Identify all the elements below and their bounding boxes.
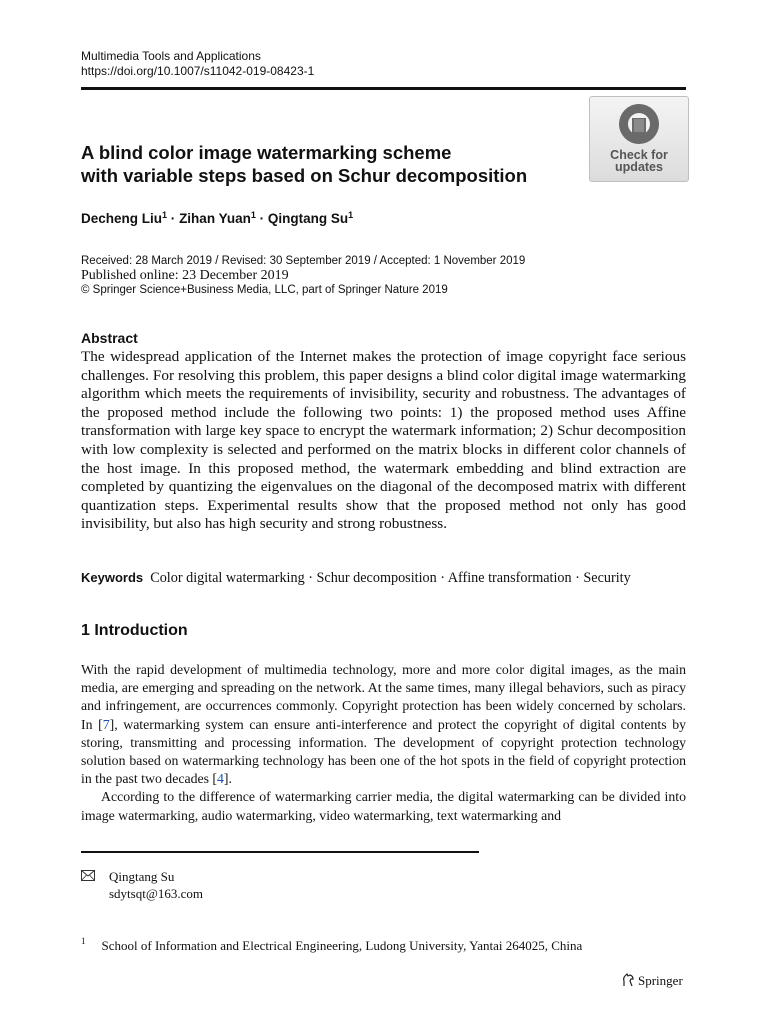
section-heading-introduction: 1 Introduction xyxy=(81,622,188,639)
keyword-separator: · xyxy=(440,570,445,586)
publisher-logo xyxy=(621,972,683,990)
title-line-1: A blind color image watermarking scheme xyxy=(81,142,452,163)
keyword: Affine transformation xyxy=(447,570,572,586)
published-online: Published online: 23 December 2019 xyxy=(81,268,289,283)
copyright-notice: © Springer Science+Business Media, LLC, part of Springer Nature 2019 xyxy=(81,284,448,296)
paper-title xyxy=(81,141,581,187)
citation-link[interactable]: 4 xyxy=(217,771,224,787)
affiliation-number: 1 xyxy=(81,936,86,946)
corresponding-author xyxy=(81,868,203,902)
check-for-updates-badge[interactable] xyxy=(589,96,689,182)
author-list xyxy=(81,210,353,226)
header-rule xyxy=(81,87,686,90)
author-name[interactable]: Decheng Liu xyxy=(81,211,163,226)
publisher-name: Springer xyxy=(638,973,683,988)
affiliation-marker: 1 xyxy=(348,210,354,220)
keywords-label: Keywords xyxy=(81,570,144,585)
affiliation xyxy=(81,932,582,955)
introduction-body xyxy=(81,661,686,825)
title-line-2: with variable steps based on Schur decomposition xyxy=(81,165,528,186)
footnote-rule xyxy=(81,851,479,853)
keyword: Schur decomposition xyxy=(316,570,437,586)
journal-name: Multimedia Tools and Applications xyxy=(81,49,261,63)
abstract-text: The widespread application of the Internet makes the protection of image copyright face serious challenges. For resolving this problem, this paper designs a blind color digital image watermarking algorithm which meets the requirements of invisibility, security and robustness. The advantages of the proposed method include the following two points: 1) the proposed method uses Affine transformation with large key space to encrypt the watermark information; 2) Schur decomposition with low complexity is selected and performed on the matrix blocks in different color channels of the host image. In this proposed method, the watermark embedding and blind extraction are completed by quantizing the eigenvalues on the diagonal of the decomposed matrix with different quantization steps. Experimental results show that the proposed method not only has good invisibility, but also has high security and strong robustness. xyxy=(81,348,686,533)
springer-horse-icon xyxy=(621,973,635,987)
badge-label: Check for updates xyxy=(610,148,668,174)
envelope-icon xyxy=(81,870,95,881)
citation-link[interactable]: 7 xyxy=(102,716,110,732)
affiliation-marker: 1 xyxy=(250,210,256,220)
keyword-separator: · xyxy=(308,570,313,586)
keyword: Security xyxy=(583,570,631,586)
paragraph: According to the difference of watermarking carrier media, the digital watermarking can be divided into image watermarking, audio watermarking, video watermarking, text watermarking and xyxy=(81,789,686,823)
publication-dates: Received: 28 March 2019 / Revised: 30 September 2019 / Accepted: 1 November 2019 xyxy=(81,255,526,267)
keyword: Color digital watermarking xyxy=(150,570,305,586)
abstract-heading: Abstract xyxy=(81,330,138,346)
author-separator: · xyxy=(259,211,265,226)
paragraph: With the rapid development of multimedia technology, more and more color digital images, as the main media, are emerging and spreading on the network. At the same times, many illegal behaviors, such as piracy and infringement, are occurrences commonly. Copyright protection has been widely concerned by scholars. In [7], watermarking system can ensure anti-interference and protect the copyright of digital contents by storing, transmitting and processing information. The development of copyright protection technology solution based on watermarking technology has been one of the hot spots in the field of copyright protection in the past two decades [4]. xyxy=(81,662,687,787)
affiliation-marker: 1 xyxy=(162,210,168,220)
corresponding-author-name: Qingtang Su xyxy=(109,869,175,884)
author-name[interactable]: Zihan Yuan xyxy=(179,211,251,226)
author-separator: · xyxy=(170,211,176,226)
journal-header xyxy=(81,49,314,79)
corresponding-author-email[interactable]: sdytsqt@163.com xyxy=(109,886,203,901)
crossmark-icon xyxy=(613,102,665,150)
doi-link[interactable]: https://doi.org/10.1007/s11042-019-08423-1 xyxy=(81,64,315,78)
keyword-separator: · xyxy=(575,570,580,586)
author-name[interactable]: Qingtang Su xyxy=(267,211,349,226)
affiliation-text: School of Information and Electrical Engineering, Ludong University, Yantai 264025, China xyxy=(101,938,583,953)
keywords xyxy=(81,569,631,587)
